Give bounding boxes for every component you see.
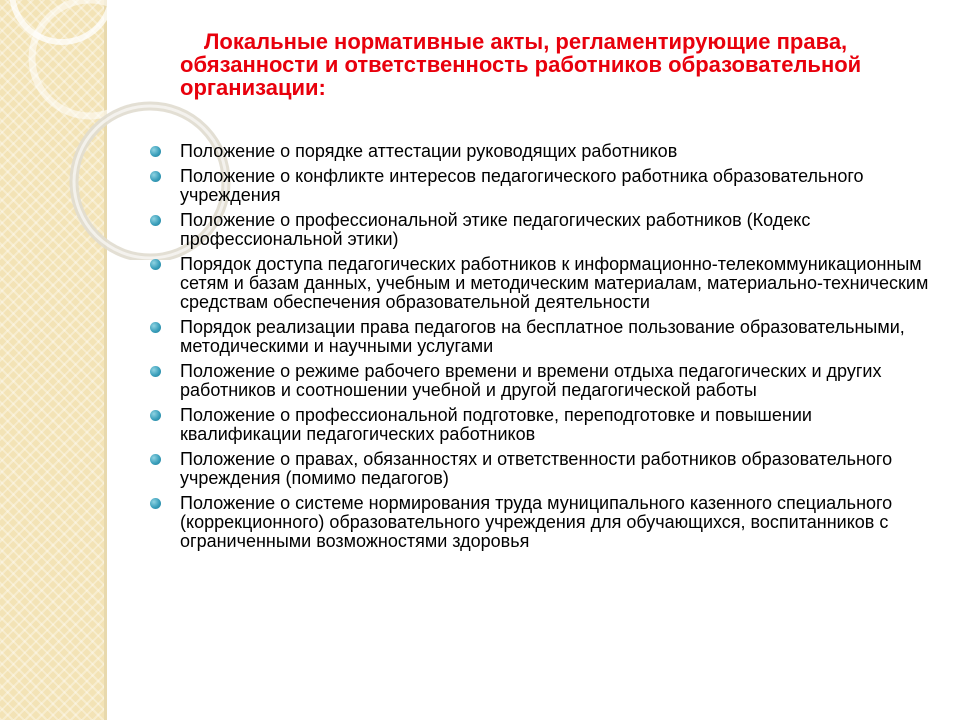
list-item-text: Положение о режиме рабочего времени и времени отдыха педагогических и других работников и соотношении учебной и другой педагогической работы bbox=[180, 361, 882, 400]
list-item bbox=[148, 494, 938, 551]
list-item-text: Положение о профессиональной этике педагогических работников (Кодекс профессиональной этики) bbox=[180, 210, 811, 249]
list-item bbox=[148, 167, 938, 205]
list-item bbox=[148, 142, 938, 161]
slide-title: Локальные нормативные акты, регламентирующие права, обязанности и ответственность работников образовательной организации: bbox=[180, 29, 862, 100]
bullet-icon bbox=[150, 171, 161, 182]
list-item bbox=[148, 318, 938, 356]
list-item-text: Положение о правах, обязанностях и ответственности работников образовательного учреждения (помимо педагогов) bbox=[180, 449, 893, 488]
list-item bbox=[148, 255, 938, 312]
list-item bbox=[148, 362, 938, 400]
bullet-icon bbox=[150, 410, 161, 421]
list-item-text: Положение о конфликте интересов педагогического работника образовательного учреждения bbox=[180, 166, 864, 205]
bullet-icon bbox=[150, 215, 161, 226]
list-item-text: Порядок доступа педагогических работников к информационно-телекоммуникационным сетям и базам данных, учебным и методическим материалам, материально-техническим средствам обеспечения образовательной деятельности bbox=[180, 254, 929, 312]
list-item-text: Порядок реализации права педагогов на бесплатное пользование образовательными, методическими и научными услугами bbox=[180, 317, 905, 356]
bullet-icon bbox=[150, 366, 161, 377]
bullet-icon bbox=[150, 498, 161, 509]
bullet-icon bbox=[150, 454, 161, 465]
bullet-icon bbox=[150, 322, 161, 333]
list-item bbox=[148, 211, 938, 249]
document-list bbox=[148, 142, 938, 557]
list-item-text: Положение о профессиональной подготовке, переподготовке и повышении квалификации педагогических работников bbox=[180, 405, 812, 444]
bullet-icon bbox=[150, 259, 161, 270]
list-item-text: Положение о порядке аттестации руководящих работников bbox=[180, 141, 678, 161]
bullet-icon bbox=[150, 146, 161, 157]
list-item bbox=[148, 450, 938, 488]
list-item bbox=[148, 406, 938, 444]
list-item-text: Положение о системе нормирования труда муниципального казенного специального (коррекционного) образовательного учреждения для обучающихся, воспитанников с ограниченными возможностями здоровья bbox=[180, 493, 893, 551]
